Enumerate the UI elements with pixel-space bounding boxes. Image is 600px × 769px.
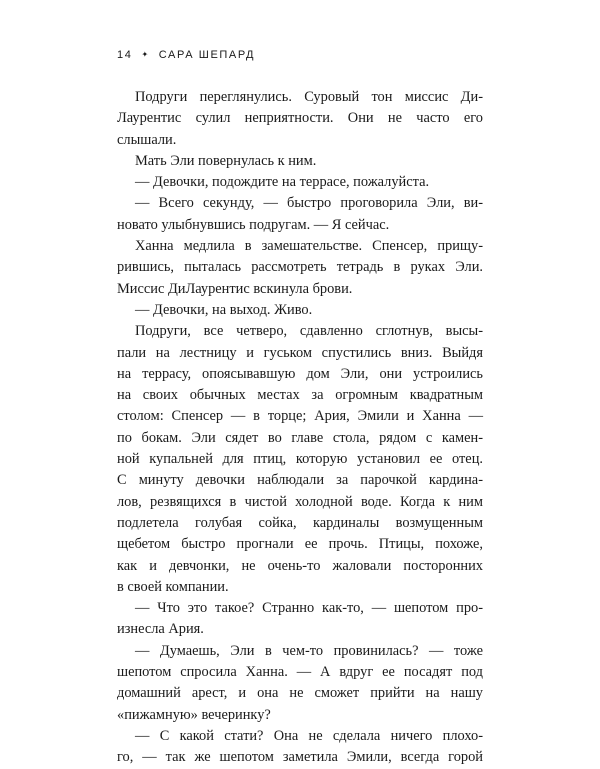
header-separator-icon: ✦ <box>141 49 150 59</box>
text-line: го, — так же шепотом заметила Эмили, всегда горой <box>117 749 483 766</box>
text-line: подлетела голубая сойка, кардиналы возмущенным <box>117 514 483 531</box>
text-line: — С какой стати? Она не сделала ничего плохо- <box>135 727 483 744</box>
text-line: щебетом быстро прогнали ее прочь. Птицы, похоже, <box>117 536 483 553</box>
text-line: С минуту девочки наблюдали за парочкой кардина- <box>117 472 483 489</box>
text-line: столом: Спенсер — в торце; Ария, Эмили и Ханна — <box>117 408 483 425</box>
text-line: — Думаешь, Эли в чем-то провинилась? — тоже <box>135 642 483 659</box>
text-line: Миссис ДиЛаурентис вскинула брови. <box>117 280 353 297</box>
running-header <box>117 49 255 61</box>
text-line: пали на лестницу и гуськом спустились вниз. Выйдя <box>117 344 483 361</box>
text-line: лов, резвящихся в чистой холодной воде. Когда к ним <box>117 493 483 510</box>
text-line: — Всего секунду, — быстро проговорила Эли, ви- <box>135 195 483 212</box>
author-name: САРА ШЕПАРД <box>158 49 256 61</box>
text-line: «пижамную» вечеринку? <box>117 706 271 723</box>
text-line: по бокам. Эли сядет во главе стола, рядом с камен- <box>117 429 483 446</box>
text-line: домашний арест, и она не сможет прийти на нашу <box>117 685 483 702</box>
text-line: ной купальней для птиц, которую установил ее отец. <box>117 451 483 468</box>
text-line: — Девочки, подождите на террасе, пожалуйста. <box>135 174 430 191</box>
text-line: слышали. <box>117 131 177 148</box>
text-line: на своих обычных местах за огромным квадратным <box>117 387 483 404</box>
text-line: Лаурентис сулил неприятности. Они не часто его <box>117 110 483 127</box>
text-line: новато улыбнувшись подругам. — Я сейчас. <box>117 216 390 233</box>
text-line: Подруги, все четверо, сдавленно сглотнув, высы- <box>135 323 483 340</box>
text-line: рившись, пыталась рассмотреть тетрадь в руках Эли. <box>117 259 483 276</box>
text-line: Мать Эли повернулась к ним. <box>135 152 317 169</box>
text-line: — Что это такое? Странно как-то, — шепотом про- <box>135 600 483 617</box>
text-line: на террасу, опоясывавшую дом Эли, они устроились <box>117 365 483 382</box>
text-line: Подруги переглянулись. Суровый тон миссис Ди- <box>135 89 483 105</box>
text-line: в своей компании. <box>117 578 229 595</box>
text-line: — Девочки, на выход. Живо. <box>135 301 313 318</box>
page-number: 14 <box>117 49 133 61</box>
text-line: как и девчонки, не очень-то жаловали посторонних <box>117 557 483 574</box>
text-line: шепотом спросила Ханна. — А вдруг ее посадят под <box>117 664 483 681</box>
text-line: Ханна медлила в замешательстве. Спенсер, прищу- <box>135 238 483 255</box>
text-line: изнесла Ария. <box>117 621 204 638</box>
body-text <box>117 87 483 769</box>
